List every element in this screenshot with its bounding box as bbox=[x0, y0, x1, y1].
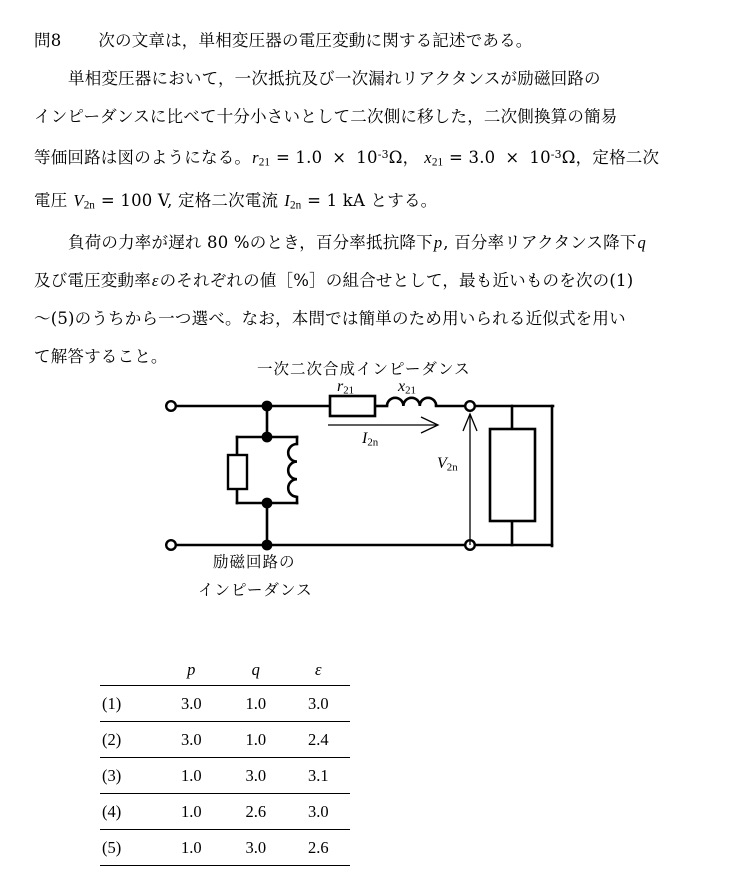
table-row[interactable] bbox=[100, 722, 350, 758]
option-p-value: 1.0 bbox=[180, 801, 202, 821]
circuit-bottom-caption-line1: 励磁回路の bbox=[213, 553, 296, 571]
label-r21-base: r bbox=[337, 378, 344, 395]
question-line-5 bbox=[34, 182, 724, 224]
question-line-6 bbox=[34, 224, 724, 262]
option-p-value: 1.0 bbox=[180, 837, 202, 857]
line7-tail: のそれぞれの値［%］の組合せとして，最も近いものを次の(1) bbox=[159, 271, 634, 291]
option-label: (1) bbox=[102, 693, 122, 713]
line6-mid: , 百分率リアクタンス降下 bbox=[443, 233, 637, 253]
label-i2n-base: I bbox=[362, 430, 368, 447]
circuit-bottom-caption-line2: インピーダンス bbox=[198, 581, 313, 599]
option-label: (4) bbox=[102, 801, 122, 821]
symbol-r21 bbox=[251, 148, 271, 167]
question-line-7 bbox=[34, 262, 724, 300]
question-line-1 bbox=[34, 22, 724, 60]
junction-dot-bottom bbox=[262, 540, 273, 551]
symbol-r21-base: r bbox=[252, 148, 259, 168]
option-q-value: 3.0 bbox=[245, 765, 267, 785]
symbol-x21 bbox=[423, 148, 444, 167]
junction-dot-exc-bottom bbox=[262, 498, 273, 509]
power-ten-2: 10 bbox=[529, 148, 551, 168]
option-p-value: 3.0 bbox=[180, 729, 202, 749]
label-r21-sub: 21 bbox=[343, 384, 355, 397]
label-x21-base: x bbox=[398, 378, 406, 395]
answer-table bbox=[100, 655, 350, 866]
current-arrow-i2n bbox=[328, 417, 438, 433]
circuit-diagram bbox=[0, 345, 750, 610]
resistor-r21-symbol bbox=[330, 396, 375, 416]
power-ten-1: 10 bbox=[356, 148, 378, 168]
symbol-v2n-base: V bbox=[73, 190, 84, 210]
option-epsilon-value: 3.0 bbox=[307, 693, 329, 713]
question-line-3: インピーダンスに比べて十分小さいとして二次側に移した，二次側換算の簡易 bbox=[34, 107, 618, 126]
option-epsilon-value: 3.0 bbox=[307, 801, 329, 821]
symbol-epsilon: ε bbox=[151, 271, 159, 291]
header-q: q bbox=[251, 660, 260, 679]
exponent-2: -3 bbox=[550, 148, 562, 161]
question-line-1-text: 次の文章は，単相変圧器の電圧変動に関する記述である。 bbox=[98, 31, 533, 50]
terminal-top-right bbox=[465, 401, 475, 411]
question-number: 問8 bbox=[34, 31, 62, 50]
terminal-top-left bbox=[166, 401, 176, 411]
option-label: (2) bbox=[102, 729, 122, 749]
header-blank bbox=[100, 655, 158, 686]
inductor-x21-symbol bbox=[387, 398, 436, 406]
question-line-8: 〜(5)のうちから一つ選べ。なお，本問では簡単のため用いられる近似式を用い bbox=[34, 309, 626, 329]
symbol-r21-sub: 21 bbox=[258, 156, 270, 169]
label-v2n-base: V bbox=[437, 455, 447, 472]
symbol-p: p bbox=[433, 233, 443, 253]
excitation-inductor-symbol bbox=[288, 444, 297, 497]
option-p-value: 3.0 bbox=[180, 693, 202, 713]
option-q-value: 1.0 bbox=[245, 693, 267, 713]
option-q-value: 1.0 bbox=[245, 729, 267, 749]
option-p-value: 1.0 bbox=[180, 765, 202, 785]
exponent-1: -3 bbox=[377, 148, 389, 161]
line4-lead: 等価回路は図のようになる。 bbox=[34, 148, 252, 168]
line5-lead: 電圧 bbox=[34, 190, 68, 210]
symbol-i2n bbox=[283, 191, 302, 210]
label-x21-sub: 21 bbox=[405, 384, 416, 397]
header-p: p bbox=[187, 660, 196, 679]
junction-dot-exc-top bbox=[262, 432, 273, 443]
question-line-9: て解答すること。 bbox=[34, 347, 168, 367]
circuit-top-caption: 一次二次合成インピーダンス bbox=[257, 360, 471, 378]
symbol-q: q bbox=[637, 233, 646, 253]
voltage-arrow-v2n bbox=[463, 414, 477, 545]
excitation-resistor-symbol bbox=[228, 455, 247, 489]
option-epsilon-value: 2.6 bbox=[307, 837, 329, 857]
symbol-i2n-sub: 2n bbox=[289, 199, 302, 212]
symbol-x21-base: x bbox=[424, 148, 432, 168]
symbol-v2n bbox=[72, 191, 96, 210]
v2n-value: = 100 V, 定格二次電流 bbox=[100, 190, 279, 210]
ohm-unit-1: Ω， bbox=[388, 148, 420, 168]
question-line-4 bbox=[34, 136, 724, 182]
option-epsilon-value: 2.4 bbox=[307, 729, 329, 749]
junction-dot-top bbox=[262, 401, 273, 412]
table-row[interactable] bbox=[100, 758, 350, 794]
question-body bbox=[34, 22, 724, 376]
line7-lead: 及び電圧変動率 bbox=[34, 271, 151, 291]
option-epsilon-value: 3.1 bbox=[307, 765, 329, 785]
i2n-value: = 1 kA とする。 bbox=[307, 190, 438, 210]
option-q-value: 2.6 bbox=[245, 801, 267, 821]
table-row[interactable] bbox=[100, 830, 350, 866]
times-operator-1: × bbox=[332, 148, 347, 168]
answer-table-body bbox=[100, 686, 350, 866]
table-row[interactable] bbox=[100, 686, 350, 722]
ohm-unit-2: Ω， bbox=[561, 148, 593, 168]
symbol-x21-sub: 21 bbox=[431, 156, 444, 169]
x21-equals: = 3.0 bbox=[449, 148, 496, 168]
circuit-schematic-svg bbox=[0, 345, 750, 610]
label-v2n-sub: 2n bbox=[446, 461, 458, 474]
line6-lead: 負荷の力率が遅れ 80 %のとき，百分率抵抗降下 bbox=[68, 233, 433, 253]
option-q-value: 3.0 bbox=[245, 837, 267, 857]
header-epsilon: ε bbox=[314, 660, 322, 679]
terminal-bottom-left bbox=[166, 540, 176, 550]
r21-equals: = 1.0 bbox=[275, 148, 323, 168]
symbol-v2n-sub: 2n bbox=[83, 199, 95, 212]
question-line-2: 単相変圧器において，一次抵抗及び一次漏れリアクタンスが励磁回路の bbox=[68, 69, 601, 88]
times-operator-2: × bbox=[505, 148, 520, 168]
table-row[interactable] bbox=[100, 794, 350, 830]
option-label: (3) bbox=[102, 765, 122, 785]
label-i2n-sub: 2n bbox=[367, 436, 379, 449]
answer-table-head bbox=[100, 655, 350, 686]
answer-options bbox=[100, 655, 350, 866]
load-impedance-box bbox=[490, 429, 535, 521]
option-label: (5) bbox=[102, 837, 122, 857]
line4-tail: 定格二次 bbox=[592, 148, 660, 168]
answer-table-header-row bbox=[100, 655, 350, 686]
symbol-i2n-base: I bbox=[284, 190, 290, 210]
